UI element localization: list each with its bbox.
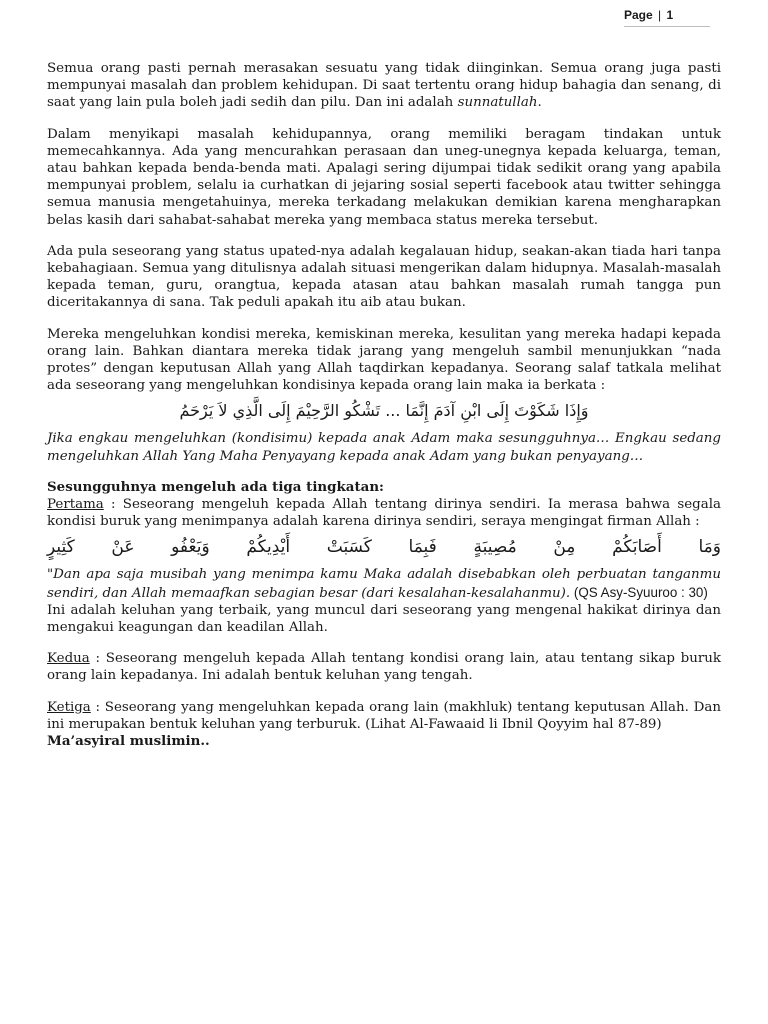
level-first-note: Ini adalah keluhan yang terbaik, yang muncul dari seseorang yang mengenal hakikat dirinya dan mengakui keagungan dan keadilan Allah.	[47, 602, 721, 636]
paragraph-intro	[47, 60, 721, 112]
page-number: 1	[666, 8, 674, 22]
page-separator: |	[658, 8, 662, 22]
level-second	[47, 650, 721, 684]
level-third-label: Ketiga	[47, 699, 91, 715]
level-third-text: : Seseorang yang mengeluhkan kepada orang lain (makhluk) tentang keputusan Allah. Dan ini merupakan bentuk keluhan yang terburuk. (Lihat Al-Fawaaid li Ibnil Qoyyim hal 87-89)	[47, 699, 721, 732]
level-first-text: : Seseorang mengeluh kepada Allah tentang dirinya sendiri. Ia merasa bahwa segala kondisi buruk yang menimpanya adalah karena dirinya sendiri, seraya mengingat firman Allah :	[47, 497, 721, 530]
level-second-text: : Seseorang mengeluh kepada Allah tentang kondisi orang lain, atau tentang sikap buruk orang lain kepadanya. Ini adalah bentuk keluhan yang tengah.	[47, 651, 721, 684]
paragraph-attitudes: Dalam menyikapi masalah kehidupannya, orang memiliki beragam tindakan untuk memecahkannya. Ada yang mencurahkan perasaan dan uneg-unegnya kepada keluarga, teman, atau bahkan kepada benda-benda mati. Apalagi sering dijumpai tidak sedikit orang yang apabila mempunyai problem, selalu ia curhatkan di jejaring sosial seperti facebook atau twitter sehingga semua manusia mengetahuinya, mereka terkadang melakukan demikian karena mengharapkan belas kasih dari sahabat-sahabat mereka yang membaca status mereka tersebut.	[47, 126, 721, 228]
level-first-label: Pertama	[47, 497, 104, 513]
translation-verse-text: "Dan apa saja musibah yang menimpa kamu Maka adalah disebabkan oleh perbuatan tanganmu sendiri, dan Allah memaafkan sebagian besar (dari kesalahan-kesalahanmu).	[47, 567, 721, 601]
translation-salaf: Jika engkau mengeluhkan (kondisimu) kepada anak Adam maka sesungguhnya… Engkau sedang mengeluhkan Allah Yang Maha Penyayang kepada anak Adam yang bukan penyayang…	[47, 431, 721, 464]
level-third	[47, 699, 721, 733]
level-second-label: Kedua	[47, 651, 90, 667]
page-label: Page	[624, 8, 653, 22]
paragraph-intro-end: .	[537, 95, 542, 111]
closing-address: Ma’asyiral muslimin..	[47, 733, 210, 750]
translation-verse	[47, 566, 721, 601]
levels-heading: Sesungguhnya mengeluh ada tiga tingkatan:	[47, 478, 384, 495]
paragraph-complaints: Mereka mengeluhkan kondisi mereka, kemiskinan mereka, kesulitan yang mereka hadapi kepada orang lain. Bahkan diantara mereka tidak jarang yang mengeluh sambil menunjukkan “nada protes” dengan keputusan Allah yang Allah taqdirkan kepadanya. Seorang salaf tatkala melihat ada seseorang yang mengeluhkan kondisinya kepada orang lain maka ia berkata :	[47, 326, 721, 394]
arabic-quote-salaf: وَإِذَا شَكَوْتَ إِلَى ابْنِ آدَمَ إِنَّمَا ... تَشْكُو الرَّحِيْمَ إِلَى الَّذِي لاَ يَرْحَمُ	[179, 401, 589, 421]
paragraph-intro-text: Semua orang pasti pernah merasakan sesuatu yang tidak diinginkan. Semua orang juga pasti mempunyai masalah dan problem kehidupan. Di saat tertentu orang hidup bahagia dan senang, di saat yang lain pula boleh jadi sedih dan pilu. Dan ini adalah	[47, 61, 721, 111]
verse-reference: (QS Asy-Syuuroo : 30)	[570, 584, 708, 600]
paragraph-status: Ada pula seseorang yang status upated-nya adalah kegalauan hidup, seakan-akan tiada hari tanpa kebahagiaan. Semua yang ditulisnya adalah situasi mengerikan dalam hidupnya. Masalah-masalah kepada teman, guru, orangtua, kepada atasan atau bahkan masalah rumah tangga pun diceritakannya di sana. Tak peduli apakah itu aib atau bukan.	[47, 243, 721, 311]
arabic-verse-asy-syuuroo: وَمَا أَصَابَكُمْ مِنْ مُصِيبَةٍ فَبِمَا كَسَبَتْ أَيْدِيكُمْ وَيَعْفُو عَنْ كَثِيرٍ	[47, 537, 721, 558]
page-header	[624, 8, 710, 27]
document-body	[47, 60, 721, 750]
level-first	[47, 496, 721, 530]
term-sunnatullah: sunnatullah	[457, 95, 538, 111]
